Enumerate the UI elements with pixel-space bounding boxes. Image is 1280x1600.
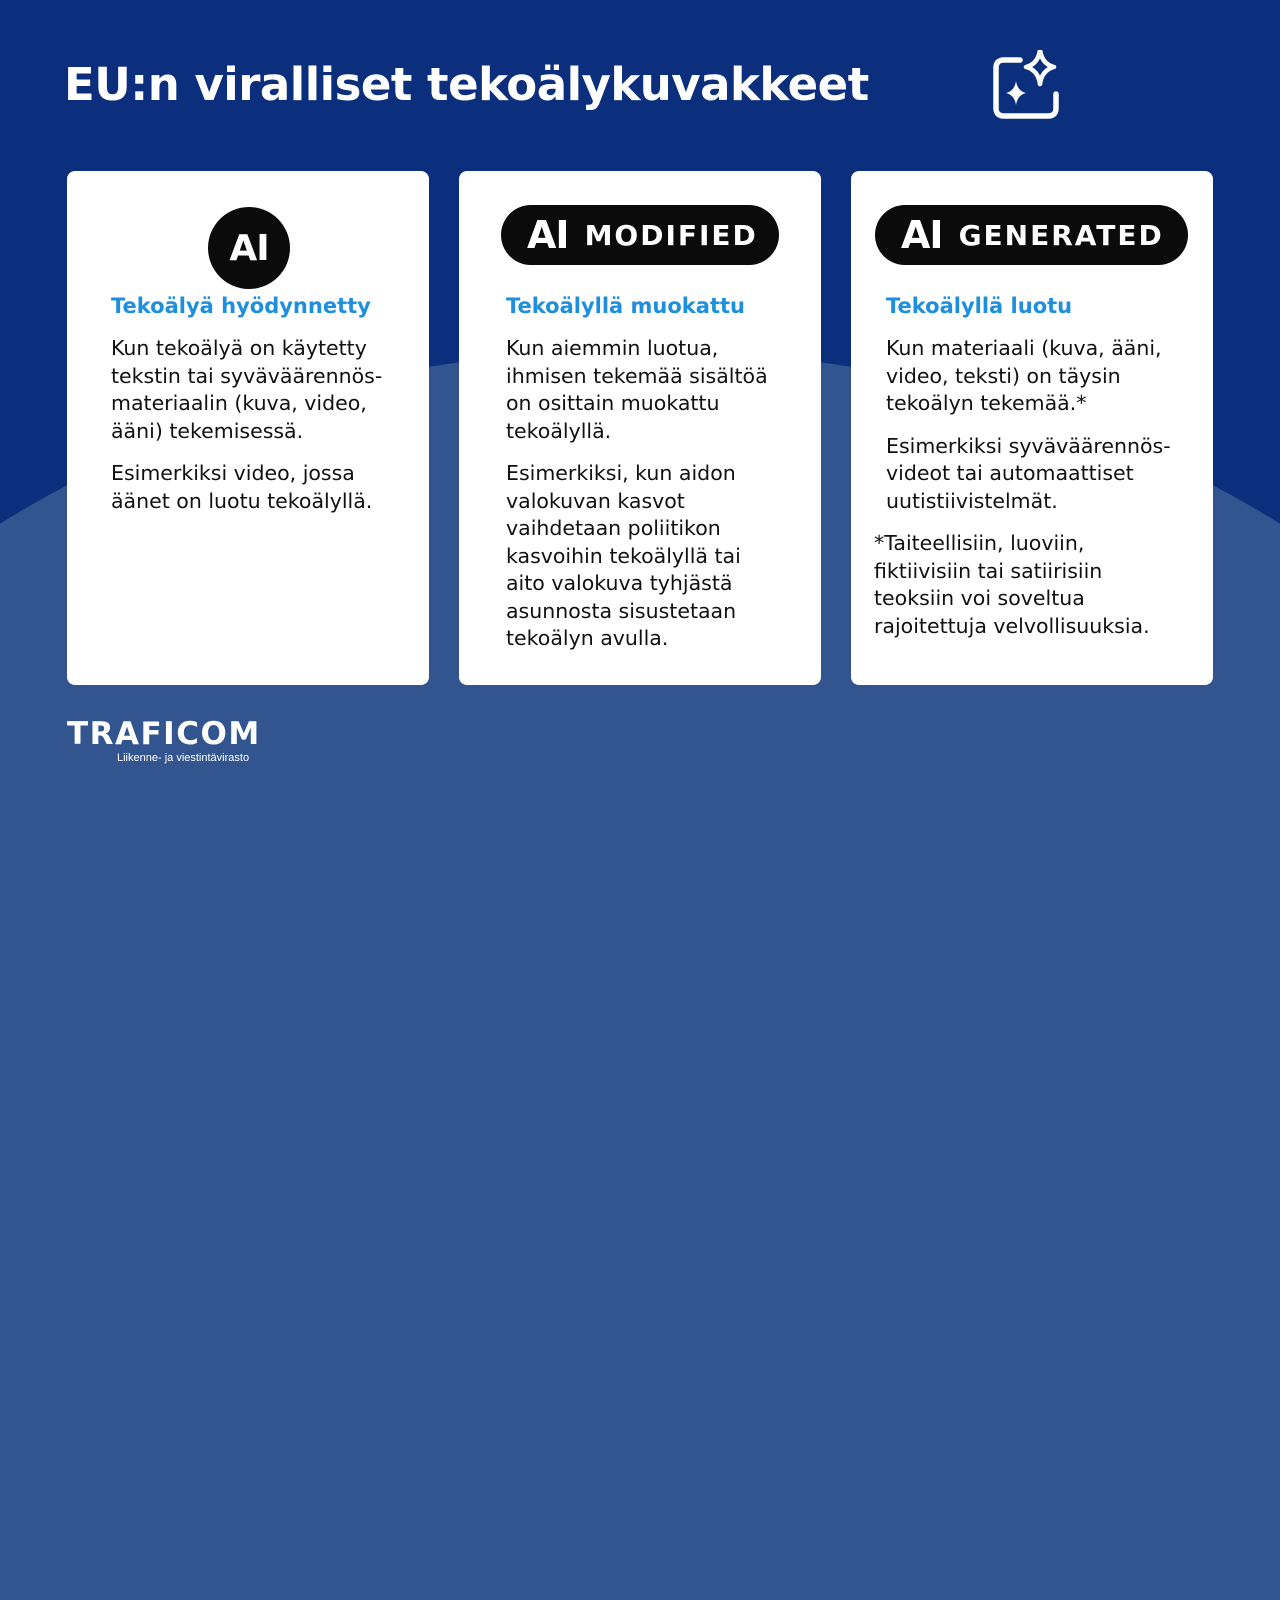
page-title: EU:n viralliset tekoälykuvakkeet: [64, 58, 869, 111]
ai-sparkle-icon: [990, 50, 1064, 124]
card-example: Esimerkiksi, kun aidon valokuvan kasvot vaihdetaan poliitikon kasvoihin tekoälyllä tai aito valokuva tyhjästä asunnosta sisustetaan tekoälyn avulla.: [506, 461, 741, 650]
card-description: Kun tekoälyä on käytetty tekstin tai syväväärennös- materiaalin (kuva, video, ääni) tekemisessä.: [111, 336, 383, 443]
card-heading: Tekoälyä hyödynnetty: [111, 294, 371, 318]
card-body: [506, 335, 806, 668]
badge-ai-label: AI: [901, 213, 943, 257]
card-description: Kun aiemmin luotua, ihmisen tekemää sisältöä on osittain muokattu tekoälyllä.: [506, 336, 768, 443]
card-ai-modified: [459, 171, 821, 685]
ai-generated-badge: [875, 205, 1188, 265]
traficom-logo: TRAFICOM: [67, 716, 261, 752]
card-heading: Tekoälyllä muokattu: [506, 294, 745, 318]
logo-subtitle: Liikenne- ja viestintävirasto: [117, 752, 250, 764]
ai-badge: [208, 207, 290, 289]
card-footnote: *Taiteellisiin, luoviin, fiktiivisiin tai satiirisiin teoksiin voi soveltua rajoitettuja velvollisuuksia.: [874, 531, 1150, 638]
card-ai-generated: [851, 171, 1213, 685]
card-body: [874, 335, 1186, 655]
badge-word: GENERATED: [958, 218, 1164, 252]
card-description: Kun materiaali (kuva, ääni, video, teksti) on täysin tekoälyn tekemää.*: [886, 336, 1162, 415]
card-example: Esimerkiksi video, jossa äänet on luotu tekoälyllä.: [111, 461, 373, 513]
card-example: Esimerkiksi syväväärennös- videot tai automaattiset uutistiivistelmät.: [886, 433, 1171, 513]
card-heading: Tekoälyllä luotu: [886, 294, 1073, 318]
badge-ai-label: AI: [527, 213, 569, 257]
badge-word: MODIFIED: [584, 218, 758, 252]
card-ai-assisted: [67, 171, 429, 685]
badge-ai-label: AI: [229, 227, 269, 269]
ai-modified-badge: [501, 205, 779, 265]
card-body: [111, 335, 411, 530]
